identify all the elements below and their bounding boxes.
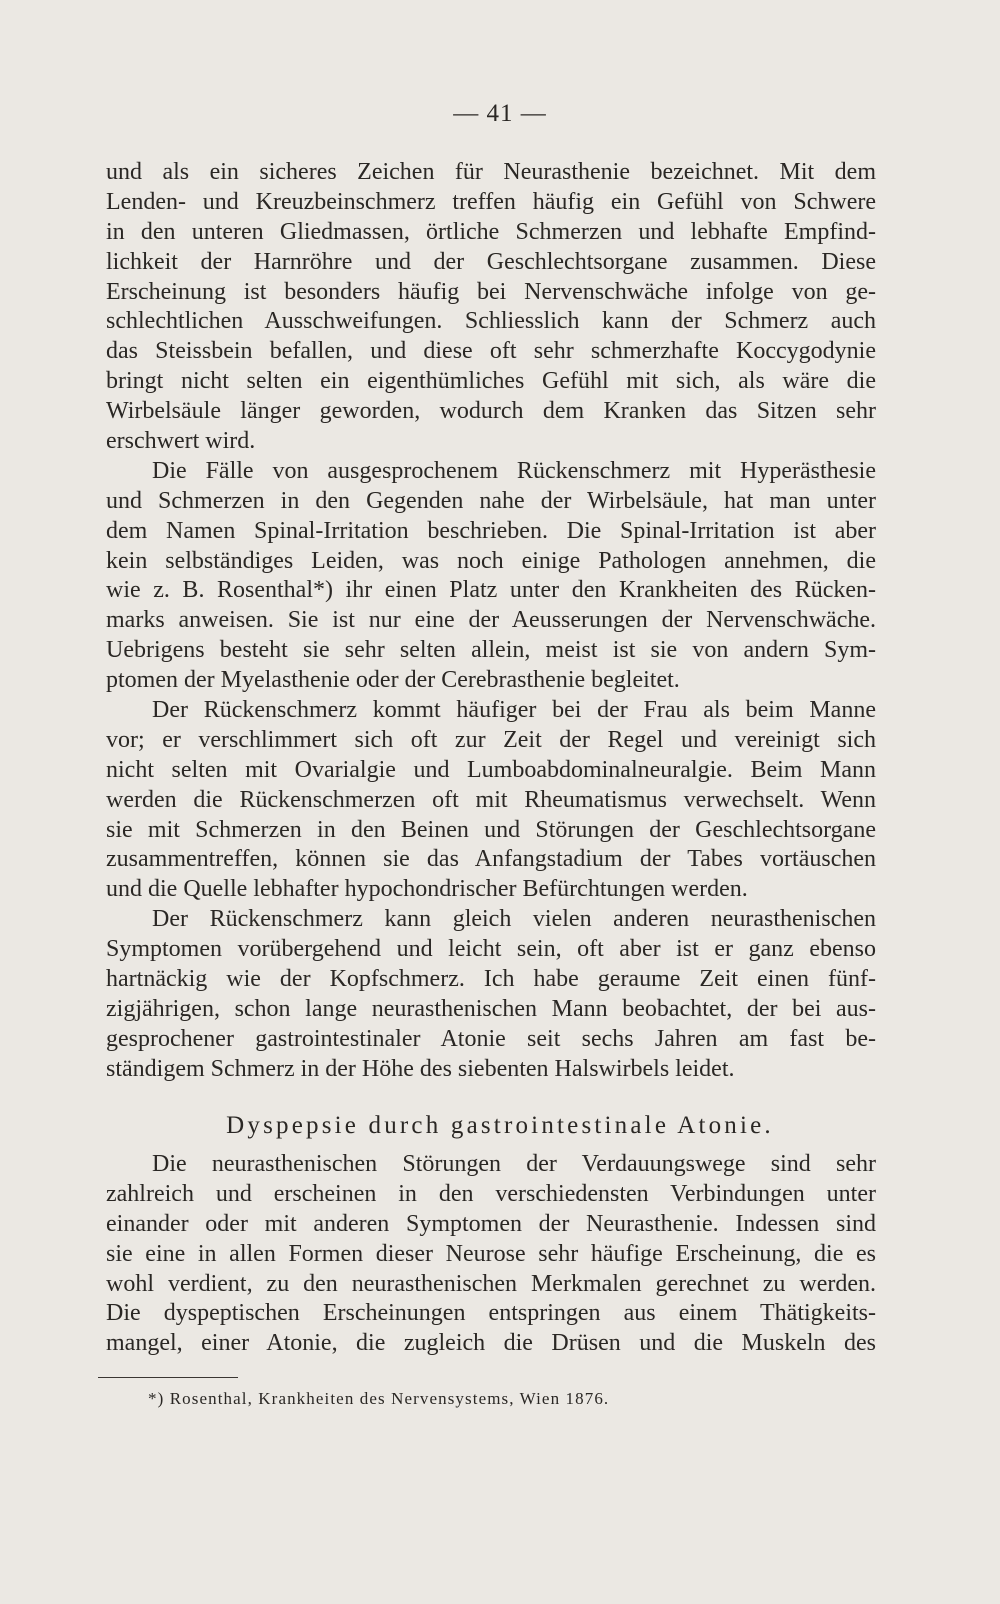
text-line: gesprochener gastrointestinaler Atonie seit sechs Jahren am fast be-	[106, 1025, 876, 1052]
text-line: kein selbständiges Leiden, was noch einige Pathologen annehmen, die	[106, 547, 876, 574]
footnote-divider	[98, 1377, 238, 1378]
text-line: zusammentreffen, können sie das Anfangstadium der Tabes vortäuschen	[106, 846, 876, 873]
text-line: und Schmerzen in den Gegenden nahe der Wirbelsäule, hat man unter	[106, 487, 876, 514]
text-line: marks anweisen. Sie ist nur eine der Aeusserungen der Nervenschwäche.	[106, 607, 876, 634]
text-line: vor; er verschlimmert sich oft zur Zeit der Regel und vereinigt sich	[106, 726, 876, 753]
text-line: zigjährigen, schon lange neurasthenischen Mann beobachtet, der bei aus-	[106, 995, 876, 1022]
text-line: schlechtlichen Ausschweifungen. Schliesslich kann der Schmerz auch	[106, 308, 876, 335]
body-text-top	[106, 158, 876, 1085]
text-line: Der Rückenschmerz kommt häufiger bei der Frau als beim Manne	[152, 697, 876, 724]
footnote: *) Rosenthal, Krankheiten des Nervensystems, Wien 1876.	[148, 1389, 610, 1408]
page-number: — 41 —	[453, 100, 547, 127]
text-line: bringt nicht selten ein eigenthümliches Gefühl mit sich, als wäre die	[106, 368, 876, 395]
text-line: in den unteren Gliedmassen, örtliche Schmerzen und lebhafte Empfind-	[106, 218, 876, 245]
text-line: Die neurasthenischen Störungen der Verdauungswege sind sehr	[152, 1151, 876, 1177]
text-line: Symptomen vorübergehend und leicht sein, oft aber ist er ganz ebenso	[106, 936, 876, 963]
text-line: Wirbelsäule länger geworden, wodurch dem Kranken das Sitzen sehr	[106, 398, 876, 425]
text-line: Uebrigens besteht sie sehr selten allein, meist ist sie von andern Sym-	[106, 637, 876, 664]
text-line: und die Quelle lebhafter hypochondrischer Befürchtungen werden.	[106, 876, 748, 903]
text-line: das Steissbein befallen, und diese oft sehr schmerzhafte Koccygodynie	[106, 338, 876, 365]
text-line: mangel, einer Atonie, die zugleich die Drüsen und die Muskeln des	[106, 1330, 876, 1357]
text-line: wie z. B. Rosenthal*) ihr einen Platz unter den Krankheiten des Rücken-	[106, 577, 876, 604]
text-line: Der Rückenschmerz kann gleich vielen anderen neurasthenischen	[152, 906, 876, 933]
body-text-bottom	[106, 1150, 876, 1359]
text-line: ständigem Schmerz in der Höhe des siebenten Halswirbels leidet.	[106, 1055, 735, 1082]
text-line: werden die Rückenschmerzen oft mit Rheumatismus verwechselt. Wenn	[106, 786, 876, 813]
text-line: einander oder mit anderen Symptomen der Neurasthenie. Indessen sind	[106, 1210, 876, 1237]
text-line: zahlreich und erscheinen in den verschiedensten Verbindungen unter	[106, 1180, 876, 1207]
text-line: Lenden- und Kreuzbeinschmerz treffen häufig ein Gefühl von Schwere	[106, 188, 876, 215]
text-line: ptomen der Myelasthenie oder der Cerebrasthenie begleitet.	[106, 667, 680, 694]
text-line: sie mit Schmerzen in den Beinen und Störungen der Geschlechtsorgane	[106, 816, 876, 843]
text-line: Die dyspeptischen Erscheinungen entspringen aus einem Thätigkeits-	[106, 1300, 876, 1327]
section-heading: Dyspepsie durch gastrointestinale Atonie.	[226, 1112, 774, 1139]
text-line: wohl verdient, zu den neurasthenischen Merkmalen gerechnet zu werden.	[106, 1270, 876, 1297]
text-line: und als ein sicheres Zeichen für Neurasthenie bezeichnet. Mit dem	[106, 159, 876, 185]
text-line: lichkeit der Harnröhre und der Geschlechtsorgane zusammen. Diese	[106, 248, 876, 275]
text-line: sie eine in allen Formen dieser Neurose sehr häufige Erscheinung, die es	[106, 1240, 876, 1267]
text-line: nicht selten mit Ovarialgie und Lumboabdominalneuralgie. Beim Mann	[106, 756, 876, 783]
text-line: hartnäckig wie der Kopfschmerz. Ich habe geraume Zeit einen fünf-	[106, 966, 876, 993]
text-line: erschwert wird.	[106, 428, 256, 455]
text-line: dem Namen Spinal-Irritation beschrieben. Die Spinal-Irritation ist aber	[106, 517, 876, 544]
text-line: Die Fälle von ausgesprochenem Rückenschmerz mit Hyperästhesie	[152, 457, 876, 484]
text-line: Erscheinung ist besonders häufig bei Nervenschwäche infolge von ge-	[106, 278, 876, 305]
